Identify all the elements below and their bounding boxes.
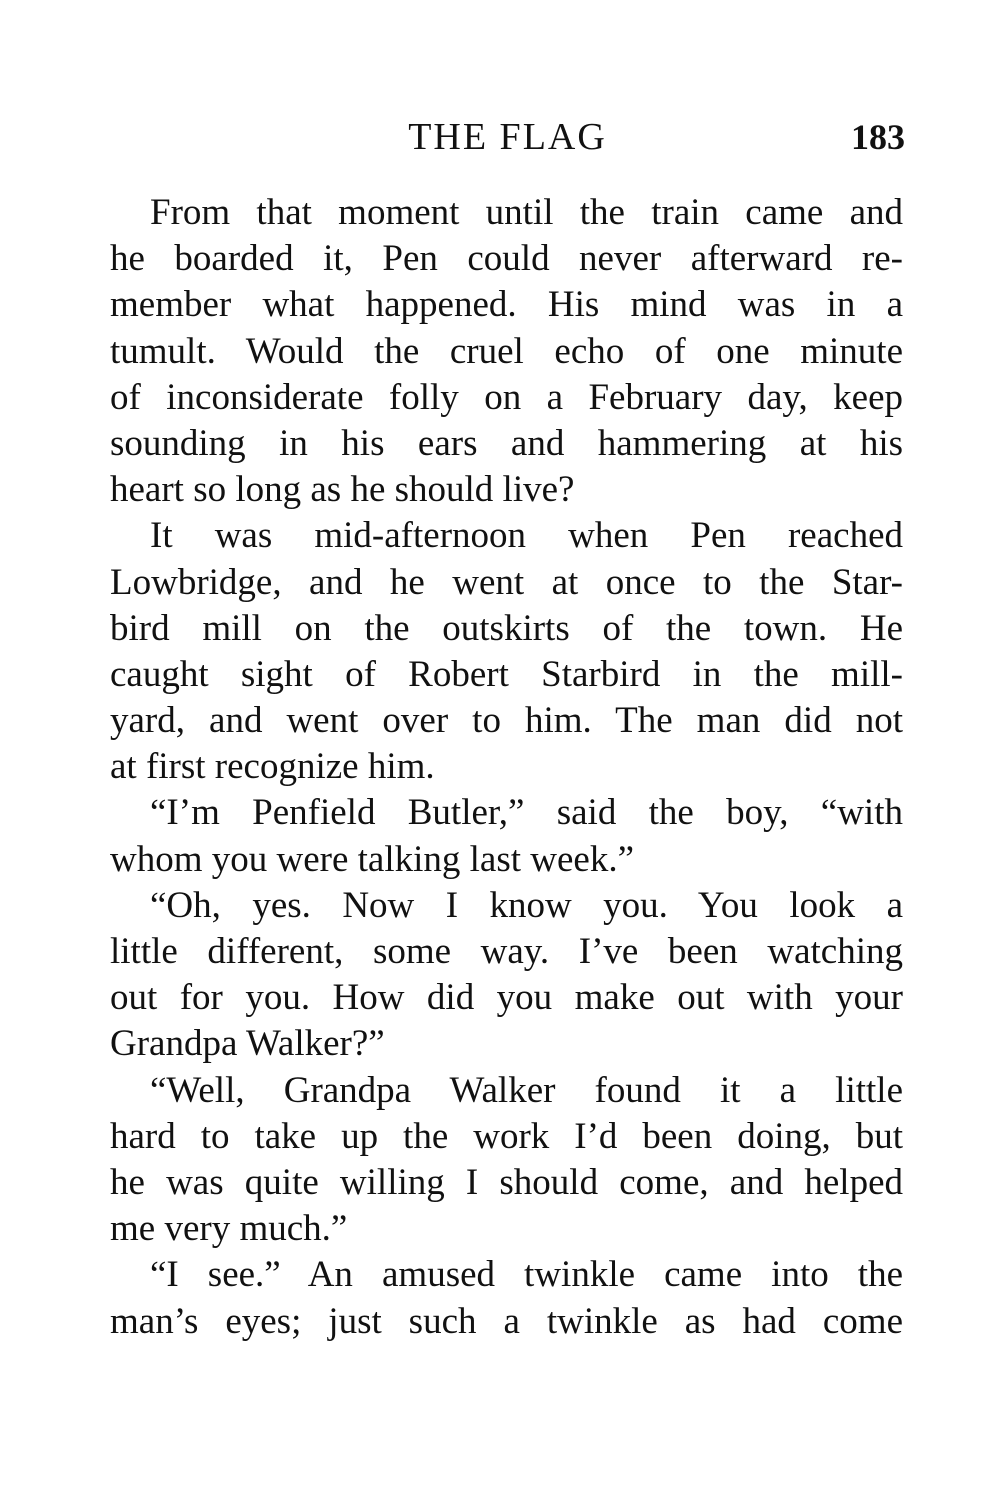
text-line: at first recognize him.	[110, 746, 435, 788]
text-line: whom you were talking last week.”	[110, 838, 635, 880]
paragraph	[110, 1252, 903, 1344]
paragraph	[110, 1068, 903, 1253]
text-line: out for you. How did you make out with your	[110, 977, 903, 1019]
running-head	[110, 112, 905, 162]
text-line: yard, and went over to him. The man did not	[110, 700, 903, 742]
text-line: me very much.”	[110, 1208, 348, 1250]
text-line: It was mid-afternoon when Pen reached	[150, 515, 903, 557]
text-line: “Well, Grandpa Walker found it a little	[150, 1069, 903, 1111]
paragraph	[110, 883, 903, 1068]
text-line: hard to take up the work I’d been doing, but	[110, 1115, 903, 1157]
text-line: of inconsiderate folly on a February day, keep	[110, 376, 903, 418]
text-line: sounding in his ears and hammering at his	[110, 422, 903, 464]
text-line: tumult. Would the cruel echo of one minute	[110, 330, 903, 372]
text-line: he boarded it, Pen could never afterward re-	[110, 238, 903, 280]
text-line: Lowbridge, and he went at once to the Star-	[110, 561, 903, 603]
text-line: caught sight of Robert Starbird in the mill-	[110, 653, 903, 695]
text-line: man’s eyes; just such a twinkle as had come	[110, 1300, 903, 1342]
text-line: bird mill on the outskirts of the town. He	[110, 607, 903, 649]
page-number: 183	[851, 117, 905, 157]
text-line: heart so long as he should live?	[110, 469, 575, 511]
text-line: member what happened. His mind was in a	[110, 284, 903, 326]
text-line: “I’m Penfield Butler,” said the boy, “with	[150, 792, 903, 834]
text-line: he was quite willing I should come, and helped	[110, 1161, 903, 1203]
text-line: “I see.” An amused twinkle came into the	[150, 1254, 903, 1296]
paragraph	[110, 190, 903, 513]
text-line: From that moment until the train came and	[150, 192, 903, 233]
running-title: THE FLAG	[408, 116, 607, 158]
text-body	[110, 190, 903, 1345]
text-line: little different, some way. I’ve been watching	[110, 931, 903, 972]
text-line: “Oh, yes. Now I know you. You look a	[150, 884, 903, 926]
paragraph	[110, 513, 903, 790]
text-line: Grandpa Walker?”	[110, 1023, 385, 1065]
paragraph	[110, 790, 903, 882]
